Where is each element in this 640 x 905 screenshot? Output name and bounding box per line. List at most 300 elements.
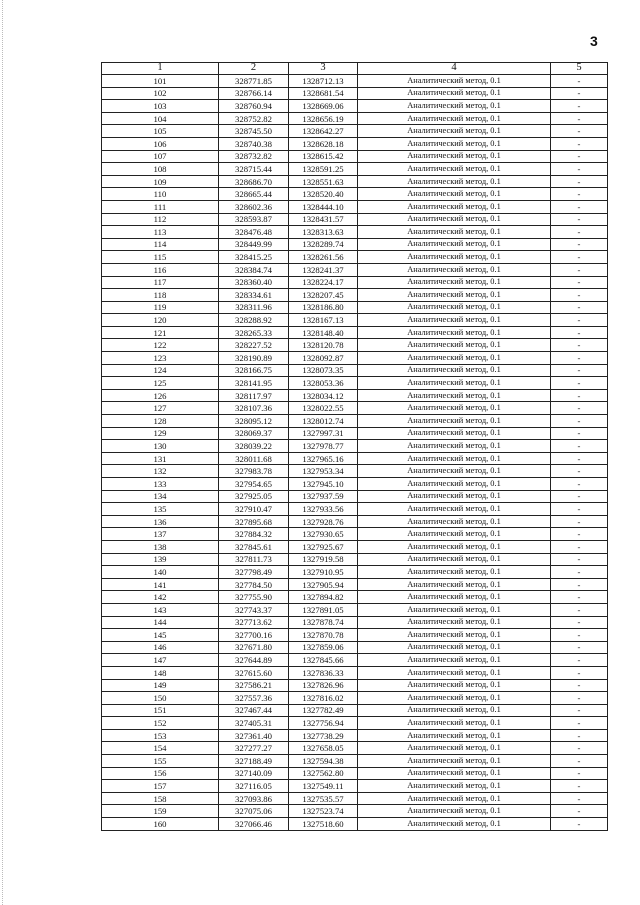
table-row (102, 629, 608, 642)
method-cell: Аналитический метод, 0.1 (358, 755, 551, 768)
point-number-cell: 144 (102, 616, 219, 629)
table-row (102, 75, 608, 88)
x-coordinate-cell: 328752.82 (219, 112, 289, 125)
table-row (102, 389, 608, 402)
note-cell: - (551, 692, 608, 705)
y-coordinate-cell: 1327845.66 (289, 654, 358, 667)
method-cell: Аналитический метод, 0.1 (358, 238, 551, 251)
x-coordinate-cell: 327755.90 (219, 591, 289, 604)
y-coordinate-cell: 1327919.58 (289, 553, 358, 566)
table-row (102, 364, 608, 377)
point-number-cell: 155 (102, 755, 219, 768)
y-coordinate-cell: 1328431.57 (289, 213, 358, 226)
note-cell: - (551, 578, 608, 591)
note-cell: - (551, 175, 608, 188)
x-coordinate-cell: 327845.61 (219, 540, 289, 553)
x-coordinate-cell: 327066.46 (219, 818, 289, 831)
method-cell: Аналитический метод, 0.1 (358, 263, 551, 276)
note-cell: - (551, 704, 608, 717)
y-coordinate-cell: 1327945.10 (289, 478, 358, 491)
point-number-cell: 154 (102, 742, 219, 755)
point-number-cell: 142 (102, 591, 219, 604)
point-number-cell: 114 (102, 238, 219, 251)
method-cell: Аналитический метод, 0.1 (358, 566, 551, 579)
x-coordinate-cell: 328011.68 (219, 452, 289, 465)
point-number-cell: 153 (102, 729, 219, 742)
x-coordinate-cell: 327884.32 (219, 528, 289, 541)
y-coordinate-cell: 1328289.74 (289, 238, 358, 251)
point-number-cell: 112 (102, 213, 219, 226)
method-cell: Аналитический метод, 0.1 (358, 415, 551, 428)
x-coordinate-cell: 327798.49 (219, 566, 289, 579)
method-cell: Аналитический метод, 0.1 (358, 603, 551, 616)
note-cell: - (551, 742, 608, 755)
point-number-cell: 159 (102, 805, 219, 818)
x-coordinate-cell: 327361.40 (219, 729, 289, 742)
table-row (102, 100, 608, 113)
y-coordinate-cell: 1328520.40 (289, 188, 358, 201)
table-row (102, 163, 608, 176)
point-number-cell: 147 (102, 654, 219, 667)
table-row (102, 578, 608, 591)
x-coordinate-cell: 328665.44 (219, 188, 289, 201)
method-cell: Аналитический метод, 0.1 (358, 163, 551, 176)
table-row (102, 226, 608, 239)
method-cell: Аналитический метод, 0.1 (358, 452, 551, 465)
method-cell: Аналитический метод, 0.1 (358, 654, 551, 667)
table-row (102, 415, 608, 428)
note-cell: - (551, 755, 608, 768)
method-cell: Аналитический метод, 0.1 (358, 289, 551, 302)
header-cell-2: 2 (219, 63, 289, 75)
method-cell: Аналитический метод, 0.1 (358, 402, 551, 415)
table-row (102, 478, 608, 491)
note-cell: - (551, 200, 608, 213)
x-coordinate-cell: 328715.44 (219, 163, 289, 176)
y-coordinate-cell: 1327535.57 (289, 792, 358, 805)
table-row (102, 679, 608, 692)
table-row (102, 175, 608, 188)
y-coordinate-cell: 1328628.18 (289, 137, 358, 150)
point-number-cell: 101 (102, 75, 219, 88)
y-coordinate-cell: 1327816.02 (289, 692, 358, 705)
table-row (102, 515, 608, 528)
y-coordinate-cell: 1327594.38 (289, 755, 358, 768)
table-row (102, 339, 608, 352)
table-row (102, 150, 608, 163)
x-coordinate-cell: 327910.47 (219, 503, 289, 516)
table-row (102, 200, 608, 213)
method-cell: Аналитический метод, 0.1 (358, 352, 551, 365)
x-coordinate-cell: 327405.31 (219, 717, 289, 730)
y-coordinate-cell: 1328241.37 (289, 263, 358, 276)
method-cell: Аналитический метод, 0.1 (358, 112, 551, 125)
y-coordinate-cell: 1327859.06 (289, 641, 358, 654)
method-cell: Аналитический метод, 0.1 (358, 175, 551, 188)
point-number-cell: 108 (102, 163, 219, 176)
note-cell: - (551, 641, 608, 654)
y-coordinate-cell: 1327894.82 (289, 591, 358, 604)
note-cell: - (551, 729, 608, 742)
note-cell: - (551, 503, 608, 516)
y-coordinate-cell: 1327933.56 (289, 503, 358, 516)
table-row (102, 301, 608, 314)
table-row (102, 427, 608, 440)
method-cell: Аналитический метод, 0.1 (358, 364, 551, 377)
x-coordinate-cell: 327954.65 (219, 478, 289, 491)
method-cell: Аналитический метод, 0.1 (358, 478, 551, 491)
point-number-cell: 107 (102, 150, 219, 163)
x-coordinate-cell: 328141.95 (219, 377, 289, 390)
point-number-cell: 123 (102, 352, 219, 365)
point-number-cell: 140 (102, 566, 219, 579)
table-row (102, 717, 608, 730)
y-coordinate-cell: 1327756.94 (289, 717, 358, 730)
y-coordinate-cell: 1327826.96 (289, 679, 358, 692)
table-row (102, 263, 608, 276)
note-cell: - (551, 528, 608, 541)
note-cell: - (551, 339, 608, 352)
point-number-cell: 109 (102, 175, 219, 188)
point-number-cell: 151 (102, 704, 219, 717)
method-cell: Аналитический метод, 0.1 (358, 137, 551, 150)
table-row (102, 326, 608, 339)
point-number-cell: 134 (102, 490, 219, 503)
x-coordinate-cell: 327615.60 (219, 666, 289, 679)
point-number-cell: 148 (102, 666, 219, 679)
table-row (102, 818, 608, 831)
note-cell: - (551, 377, 608, 390)
note-cell: - (551, 364, 608, 377)
y-coordinate-cell: 1327878.74 (289, 616, 358, 629)
x-coordinate-cell: 327093.86 (219, 792, 289, 805)
point-number-cell: 102 (102, 87, 219, 100)
point-number-cell: 111 (102, 200, 219, 213)
table-row (102, 566, 608, 579)
header-cell-1: 1 (102, 63, 219, 75)
method-cell: Аналитический метод, 0.1 (358, 440, 551, 453)
note-cell: - (551, 402, 608, 415)
y-coordinate-cell: 1328313.63 (289, 226, 358, 239)
y-coordinate-cell: 1328022.55 (289, 402, 358, 415)
y-coordinate-cell: 1327562.80 (289, 767, 358, 780)
y-coordinate-cell: 1327953.34 (289, 465, 358, 478)
x-coordinate-cell: 327644.89 (219, 654, 289, 667)
x-coordinate-cell: 327075.06 (219, 805, 289, 818)
point-number-cell: 116 (102, 263, 219, 276)
table-row (102, 805, 608, 818)
method-cell: Аналитический метод, 0.1 (358, 465, 551, 478)
table-row (102, 213, 608, 226)
point-number-cell: 150 (102, 692, 219, 705)
note-cell: - (551, 465, 608, 478)
note-cell: - (551, 226, 608, 239)
x-coordinate-cell: 328360.40 (219, 276, 289, 289)
y-coordinate-cell: 1327930.65 (289, 528, 358, 541)
point-number-cell: 127 (102, 402, 219, 415)
table-row (102, 289, 608, 302)
x-coordinate-cell: 328107.36 (219, 402, 289, 415)
y-coordinate-cell: 1328092.87 (289, 352, 358, 365)
table-row (102, 591, 608, 604)
point-number-cell: 143 (102, 603, 219, 616)
table-row (102, 490, 608, 503)
method-cell: Аналитический метод, 0.1 (358, 717, 551, 730)
method-cell: Аналитический метод, 0.1 (358, 792, 551, 805)
x-coordinate-cell: 328449.99 (219, 238, 289, 251)
table-row (102, 440, 608, 453)
y-coordinate-cell: 1328642.27 (289, 125, 358, 138)
table-row (102, 251, 608, 264)
point-number-cell: 160 (102, 818, 219, 831)
x-coordinate-cell: 327811.73 (219, 553, 289, 566)
method-cell: Аналитический метод, 0.1 (358, 805, 551, 818)
y-coordinate-cell: 1328186.80 (289, 301, 358, 314)
table-row (102, 767, 608, 780)
y-coordinate-cell: 1327658.05 (289, 742, 358, 755)
x-coordinate-cell: 328095.12 (219, 415, 289, 428)
note-cell: - (551, 100, 608, 113)
point-number-cell: 105 (102, 125, 219, 138)
note-cell: - (551, 629, 608, 642)
method-cell: Аналитический метод, 0.1 (358, 213, 551, 226)
point-number-cell: 119 (102, 301, 219, 314)
method-cell: Аналитический метод, 0.1 (358, 377, 551, 390)
x-coordinate-cell: 327586.21 (219, 679, 289, 692)
method-cell: Аналитический метод, 0.1 (358, 125, 551, 138)
note-cell: - (551, 188, 608, 201)
y-coordinate-cell: 1327997.31 (289, 427, 358, 440)
note-cell: - (551, 263, 608, 276)
y-coordinate-cell: 1327782.49 (289, 704, 358, 717)
note-cell: - (551, 591, 608, 604)
point-number-cell: 158 (102, 792, 219, 805)
note-cell: - (551, 112, 608, 125)
x-coordinate-cell: 328227.52 (219, 339, 289, 352)
y-coordinate-cell: 1328034.12 (289, 389, 358, 402)
x-coordinate-cell: 327140.09 (219, 767, 289, 780)
note-cell: - (551, 603, 608, 616)
note-cell: - (551, 326, 608, 339)
x-coordinate-cell: 327671.80 (219, 641, 289, 654)
method-cell: Аналитический метод, 0.1 (358, 326, 551, 339)
x-coordinate-cell: 328039.22 (219, 440, 289, 453)
x-coordinate-cell: 328166.75 (219, 364, 289, 377)
point-number-cell: 120 (102, 314, 219, 327)
x-coordinate-cell: 328766.14 (219, 87, 289, 100)
point-number-cell: 152 (102, 717, 219, 730)
page-number: 3 (590, 33, 598, 49)
table-row (102, 704, 608, 717)
method-cell: Аналитический метод, 0.1 (358, 578, 551, 591)
y-coordinate-cell: 1327905.94 (289, 578, 358, 591)
point-number-cell: 118 (102, 289, 219, 302)
x-coordinate-cell: 328476.48 (219, 226, 289, 239)
y-coordinate-cell: 1328551.63 (289, 175, 358, 188)
page-edge (2, 0, 4, 905)
y-coordinate-cell: 1327738.29 (289, 729, 358, 742)
table-row (102, 654, 608, 667)
point-number-cell: 103 (102, 100, 219, 113)
x-coordinate-cell: 327713.62 (219, 616, 289, 629)
point-number-cell: 117 (102, 276, 219, 289)
table-row (102, 125, 608, 138)
note-cell: - (551, 251, 608, 264)
note-cell: - (551, 276, 608, 289)
point-number-cell: 133 (102, 478, 219, 491)
method-cell: Аналитический метод, 0.1 (358, 767, 551, 780)
y-coordinate-cell: 1328712.13 (289, 75, 358, 88)
method-cell: Аналитический метод, 0.1 (358, 780, 551, 793)
x-coordinate-cell: 328732.82 (219, 150, 289, 163)
point-number-cell: 157 (102, 780, 219, 793)
x-coordinate-cell: 328334.61 (219, 289, 289, 302)
x-coordinate-cell: 327467.44 (219, 704, 289, 717)
method-cell: Аналитический метод, 0.1 (358, 503, 551, 516)
header-cell-5: 5 (551, 63, 608, 75)
x-coordinate-cell: 327277.27 (219, 742, 289, 755)
x-coordinate-cell: 328415.25 (219, 251, 289, 264)
note-cell: - (551, 452, 608, 465)
note-cell: - (551, 238, 608, 251)
note-cell: - (551, 137, 608, 150)
method-cell: Аналитический метод, 0.1 (358, 276, 551, 289)
y-coordinate-cell: 1327910.95 (289, 566, 358, 579)
table-row (102, 314, 608, 327)
method-cell: Аналитический метод, 0.1 (358, 339, 551, 352)
method-cell: Аналитический метод, 0.1 (358, 641, 551, 654)
note-cell: - (551, 717, 608, 730)
x-coordinate-cell: 327700.16 (219, 629, 289, 642)
note-cell: - (551, 490, 608, 503)
method-cell: Аналитический метод, 0.1 (358, 692, 551, 705)
note-cell: - (551, 289, 608, 302)
y-coordinate-cell: 1327523.74 (289, 805, 358, 818)
x-coordinate-cell: 328593.87 (219, 213, 289, 226)
table-row (102, 666, 608, 679)
y-coordinate-cell: 1328053.36 (289, 377, 358, 390)
x-coordinate-cell: 328288.92 (219, 314, 289, 327)
x-coordinate-cell: 327983.78 (219, 465, 289, 478)
method-cell: Аналитический метод, 0.1 (358, 314, 551, 327)
note-cell: - (551, 427, 608, 440)
note-cell: - (551, 553, 608, 566)
note-cell: - (551, 616, 608, 629)
note-cell: - (551, 654, 608, 667)
point-number-cell: 132 (102, 465, 219, 478)
y-coordinate-cell: 1328073.35 (289, 364, 358, 377)
y-coordinate-cell: 1327549.11 (289, 780, 358, 793)
note-cell: - (551, 75, 608, 88)
method-cell: Аналитический метод, 0.1 (358, 629, 551, 642)
table-row (102, 792, 608, 805)
note-cell: - (551, 805, 608, 818)
method-cell: Аналитический метод, 0.1 (358, 553, 551, 566)
note-cell: - (551, 679, 608, 692)
y-coordinate-cell: 1327870.78 (289, 629, 358, 642)
table-row (102, 616, 608, 629)
point-number-cell: 104 (102, 112, 219, 125)
note-cell: - (551, 792, 608, 805)
table-row (102, 603, 608, 616)
y-coordinate-cell: 1328591.25 (289, 163, 358, 176)
y-coordinate-cell: 1327937.59 (289, 490, 358, 503)
table-body (102, 75, 608, 831)
table-row (102, 755, 608, 768)
point-number-cell: 138 (102, 540, 219, 553)
y-coordinate-cell: 1328224.17 (289, 276, 358, 289)
table-row (102, 553, 608, 566)
table-row (102, 112, 608, 125)
point-number-cell: 110 (102, 188, 219, 201)
method-cell: Аналитический метод, 0.1 (358, 87, 551, 100)
x-coordinate-cell: 327743.37 (219, 603, 289, 616)
y-coordinate-cell: 1328669.06 (289, 100, 358, 113)
point-number-cell: 156 (102, 767, 219, 780)
header-cell-3: 3 (289, 63, 358, 75)
method-cell: Аналитический метод, 0.1 (358, 75, 551, 88)
point-number-cell: 113 (102, 226, 219, 239)
table-row (102, 780, 608, 793)
table-header (102, 63, 608, 75)
y-coordinate-cell: 1327518.60 (289, 818, 358, 831)
point-number-cell: 124 (102, 364, 219, 377)
method-cell: Аналитический метод, 0.1 (358, 389, 551, 402)
note-cell: - (551, 666, 608, 679)
method-cell: Аналитический метод, 0.1 (358, 591, 551, 604)
method-cell: Аналитический метод, 0.1 (358, 150, 551, 163)
note-cell: - (551, 87, 608, 100)
point-number-cell: 125 (102, 377, 219, 390)
y-coordinate-cell: 1328012.74 (289, 415, 358, 428)
method-cell: Аналитический метод, 0.1 (358, 251, 551, 264)
x-coordinate-cell: 327188.49 (219, 755, 289, 768)
note-cell: - (551, 767, 608, 780)
y-coordinate-cell: 1328261.56 (289, 251, 358, 264)
table-row (102, 188, 608, 201)
y-coordinate-cell: 1328681.54 (289, 87, 358, 100)
method-cell: Аналитический метод, 0.1 (358, 540, 551, 553)
x-coordinate-cell: 328069.37 (219, 427, 289, 440)
table-row (102, 377, 608, 390)
x-coordinate-cell: 328760.94 (219, 100, 289, 113)
note-cell: - (551, 566, 608, 579)
y-coordinate-cell: 1327928.76 (289, 515, 358, 528)
table-row (102, 87, 608, 100)
method-cell: Аналитический метод, 0.1 (358, 729, 551, 742)
note-cell: - (551, 415, 608, 428)
note-cell: - (551, 780, 608, 793)
y-coordinate-cell: 1328615.42 (289, 150, 358, 163)
y-coordinate-cell: 1327965.16 (289, 452, 358, 465)
x-coordinate-cell: 328602.36 (219, 200, 289, 213)
coordinates-table (101, 62, 608, 831)
x-coordinate-cell: 328771.85 (219, 75, 289, 88)
x-coordinate-cell: 328117.97 (219, 389, 289, 402)
y-coordinate-cell: 1327925.67 (289, 540, 358, 553)
note-cell: - (551, 314, 608, 327)
table-row (102, 528, 608, 541)
header-cell-4: 4 (358, 63, 551, 75)
point-number-cell: 121 (102, 326, 219, 339)
method-cell: Аналитический метод, 0.1 (358, 188, 551, 201)
note-cell: - (551, 818, 608, 831)
note-cell: - (551, 440, 608, 453)
table-row (102, 641, 608, 654)
method-cell: Аналитический метод, 0.1 (358, 515, 551, 528)
note-cell: - (551, 515, 608, 528)
table-row (102, 137, 608, 150)
